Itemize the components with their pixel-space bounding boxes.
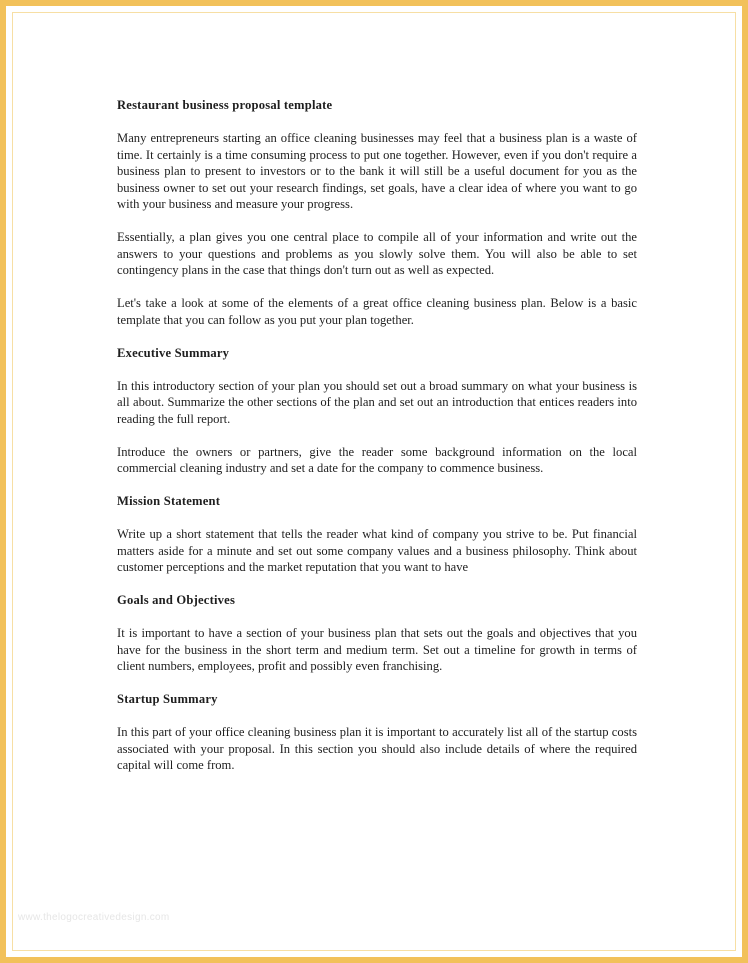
section-heading-startup-summary: Startup Summary	[117, 692, 218, 706]
section-heading-executive-summary: Executive Summary	[117, 345, 230, 360]
document-page	[117, 97, 637, 774]
goals-objectives-paragraph: It is important to have a section of your business plan that sets out the goals and objectives that you have for the business in the short term and medium term. Set out a timeline for growth in terms of client numbers, employees, profit and possibly even franchising.	[117, 626, 637, 673]
executive-summary-paragraph-1: In this introductory section of your plan you should set out a broad summary on what your business is all about. Summarize the other sections of the plan and set out an introduction that entices readers into reading the full report.	[117, 378, 637, 426]
startup-summary-paragraph: In this part of your office cleaning business plan it is important to accurately list all of the startup costs associated with your proposal. In this section you should also include details of where the required capital will come from.	[117, 725, 637, 772]
intro-paragraph-3: Let's take a look at some of the elements of a great office cleaning business plan. Below is a basic template that you can follow as you put your plan together.	[117, 296, 637, 327]
section-heading-goals-objectives: Goals and Objectives	[117, 593, 236, 607]
document-title: Restaurant business proposal template	[117, 98, 333, 112]
intro-paragraph-2: Essentially, a plan gives you one central place to compile all of your information and write out the answers to your questions and problems as you slowly solve them. You will also be able to set contingency plans in the case that things don't turn out as well as expected.	[117, 230, 637, 277]
watermark-text: www.thelogocreativedesign.com	[18, 912, 170, 923]
intro-paragraph-1: Many entrepreneurs starting an office cleaning businesses may feel that a business plan is a waste of time. It certainly is a time consuming process to put one together. However, even if you don't require a business plan to present to investors or to the bank it will still be a useful document for you as the business owner to set out your research findings, set goals, have a clear idea of where you want to go with your business and measure your progress.	[117, 131, 637, 211]
mission-statement-paragraph: Write up a short statement that tells the reader what kind of company you strive to be. Put financial matters aside for a minute and set out some company values and a business philosophy. Think about customer perceptions and the market reputation that you want to have	[117, 527, 637, 574]
section-heading-mission-statement: Mission Statement	[117, 494, 221, 508]
executive-summary-paragraph-2: Introduce the owners or partners, give the reader some background information on the local commercial cleaning industry and set a date for the company to commence business.	[117, 444, 637, 475]
